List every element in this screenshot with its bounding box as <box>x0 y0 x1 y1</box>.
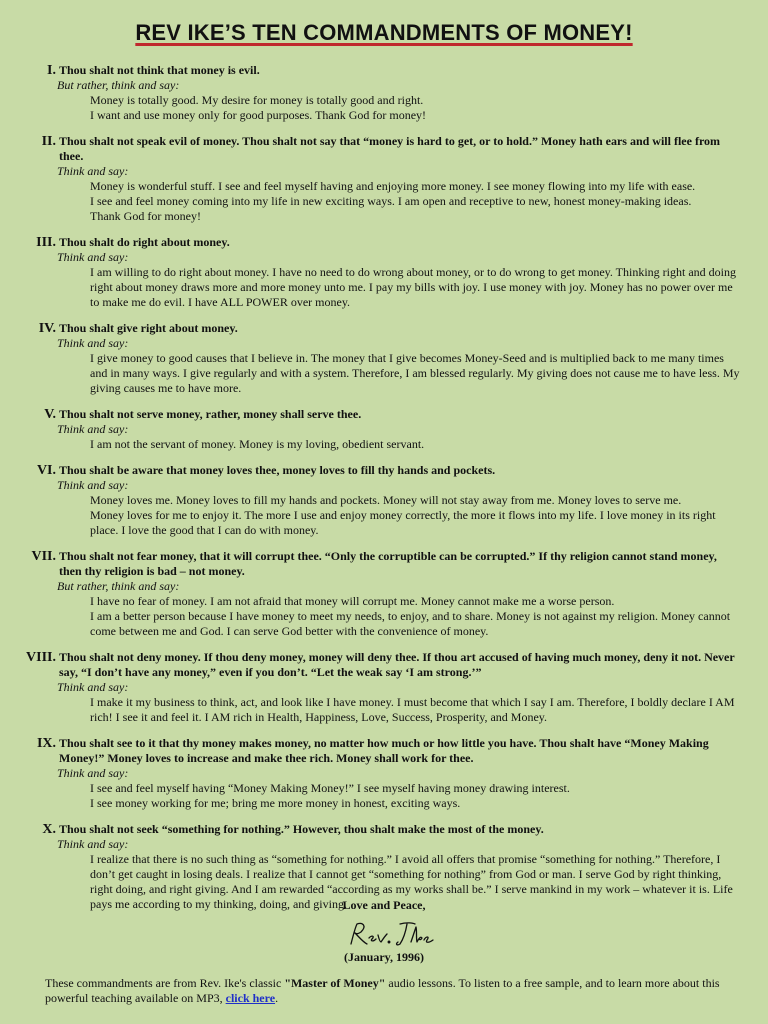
affirmation-text: Money is wonderful stuff. I see and feel myself having and enjoying more money. I see money flowing into my life with ease. <box>90 179 696 193</box>
affirmation-text: I see money working for me; bring me more money in honest, exciting ways. <box>90 796 461 810</box>
think-and-say-label: Think and say: <box>57 250 129 264</box>
commandment-item <box>0 549 768 639</box>
affirmation-text: I realize that there is no such thing as “something for nothing.” I avoid all offers that promise “something for nothing.” Therefore, I don’t get caught in losing deals. I realize that I cannot get “something for nothing” from God or man. I serve God by right thinking, right doing, and right giving. And I am rewarded “according as my works shall be.” I serve mankind in my work – whatever it is. Life pays me according to my thinking, doing, and giving. <box>90 852 733 911</box>
commandment-item <box>0 321 768 396</box>
affirmation-text: I see and feel myself having “Money Making Money!” I see myself having money drawing interest. <box>90 781 570 795</box>
commandment-statement: Thou shalt be aware that money loves thee, money loves to fill thy hands and pockets. <box>59 463 496 477</box>
commandment-statement: Thou shalt not speak evil of money. Thou shalt not say that “money is hard to get, or to hold.” Money hath ears and will flee from thee. <box>59 134 721 163</box>
affirmation-text: I make it my business to think, act, and look like I have money. I must become that which I say I am. Therefore, I boldly declare I AM rich! I see it and feel it. I AM rich in Health, Happiness, Love, Success, Prosperity, and Money. <box>90 695 735 724</box>
signature-image <box>345 918 435 950</box>
think-and-say-label: Think and say: <box>57 478 129 492</box>
footer-text-before: These commandments are from Rev. Ike's classic <box>45 976 285 990</box>
commandment-item <box>0 463 768 538</box>
affirmation-text: Money is totally good. My desire for money is totally good and right. <box>90 93 424 107</box>
closing-text: Love and Peace, <box>342 898 426 912</box>
commandment-numeral: VI. <box>36 463 56 478</box>
think-and-say-label: Think and say: <box>57 766 129 780</box>
think-and-say-label: But rather, think and say: <box>57 78 180 92</box>
affirmation-text: I give money to good causes that I believe in. The money that I give becomes Money-Seed and is multiplied back to me many times and in many ways. I give regularly and with a system. Therefore, I am blessed regularly. My giving does not cause me to have less. My giving causes me to have more. <box>90 351 740 395</box>
commandment-numeral: IV. <box>38 321 56 336</box>
affirmation-text: I see and feel money coming into my life in new exciting ways. I am open and receptive to new, honest money-making ideas. <box>90 194 692 208</box>
commandment-item <box>0 650 768 725</box>
affirmation-text: I want and use money only for good purposes. Thank God for money! <box>90 108 427 122</box>
commandment-item <box>0 235 768 310</box>
commandment-item <box>0 134 768 224</box>
commandment-numeral: X. <box>42 822 56 837</box>
footer-text-after: audio lessons. To listen to a free sample, and to learn more about this powerful teaching available on MP3, <box>45 976 720 1005</box>
commandment-statement: Thou shalt give right about money. <box>59 321 238 335</box>
think-and-say-label: Think and say: <box>57 680 129 694</box>
click-here-link[interactable]: click here <box>225 991 276 1005</box>
commandments-list <box>0 63 768 923</box>
footer-text-end: . <box>275 991 279 1005</box>
footer-note <box>45 976 725 1006</box>
commandment-numeral: III. <box>36 235 56 250</box>
think-and-say-label: Think and say: <box>57 164 129 178</box>
commandment-statement: Thou shalt not deny money. If thou deny money, money will deny thee. If thou art accused of having much money, deny it not. Never say, “I don’t have any money,” even if you don’t. “Let the weak say ‘I am strong.’” <box>59 650 735 679</box>
affirmation-text: Thank God for money! <box>90 209 201 223</box>
date-text: (January, 1996) <box>343 950 424 964</box>
commandment-numeral: II. <box>41 134 56 149</box>
think-and-say-label: Think and say: <box>57 837 129 851</box>
affirmation-text: I am a better person because I have money to meet my needs, to enjoy, and to share. Money is not against my religion. Money cannot come between me and God. I can serve God better with the convenience of money. <box>90 609 731 638</box>
think-and-say-label: Think and say: <box>57 422 129 436</box>
page-title: REV IKE’S TEN COMMANDMENTS OF MONEY! <box>135 20 633 45</box>
commandment-numeral: I. <box>47 63 56 78</box>
footer-product-name: "Master of Money" <box>284 976 386 990</box>
affirmation-text: I am not the servant of money. Money is my loving, obedient servant. <box>90 437 425 451</box>
commandment-statement: Thou shalt not think that money is evil. <box>59 63 260 77</box>
commandment-item <box>0 63 768 123</box>
think-and-say-label: Think and say: <box>57 336 129 350</box>
commandment-statement: Thou shalt do right about money. <box>59 235 230 249</box>
commandment-statement: Thou shalt not serve money, rather, money shall serve thee. <box>59 407 362 421</box>
commandment-numeral: VII. <box>31 549 56 564</box>
commandment-numeral: IX. <box>36 736 56 751</box>
commandment-statement: Thou shalt not seek “something for nothing.” However, thou shalt make the most of the money. <box>59 822 544 836</box>
commandment-statement: Thou shalt not fear money, that it will corrupt thee. “Only the corruptible can be corrupted.” If thy religion cannot stand money, then thy religion is bad – not money. <box>59 549 717 578</box>
affirmation-text: Money loves for me to enjoy it. The more I use and enjoy money correctly, the more it flows into my life. I love money in its right place. I love the good that I can do with money. <box>90 508 716 537</box>
affirmation-text: I am willing to do right about money. I have no need to do wrong about money, or to do wrong to get money. Thinking right and doing right about money draws more and more money unto me. I pay my bills with joy. I use money with joy. Money has no power over me to make me do evil. I have ALL POWER over money. <box>90 265 737 309</box>
commandment-statement: Thou shalt see to it that thy money makes money, no matter how much or how little you have. Thou shalt have “Money Making Money!” Money loves to increase and make thee rich. Money shall work for thee. <box>59 736 709 765</box>
think-and-say-label: But rather, think and say: <box>57 579 180 593</box>
commandment-numeral: V. <box>44 407 56 422</box>
affirmation-text: I have no fear of money. I am not afraid that money will corrupt me. Money cannot make me a worse person. <box>90 594 615 608</box>
commandment-numeral: VIII. <box>26 650 56 665</box>
commandment-item <box>0 736 768 811</box>
commandment-item <box>0 407 768 452</box>
affirmation-text: Money loves me. Money loves to fill my hands and pockets. Money will not stay away from me. Money loves to serve me. <box>90 493 682 507</box>
